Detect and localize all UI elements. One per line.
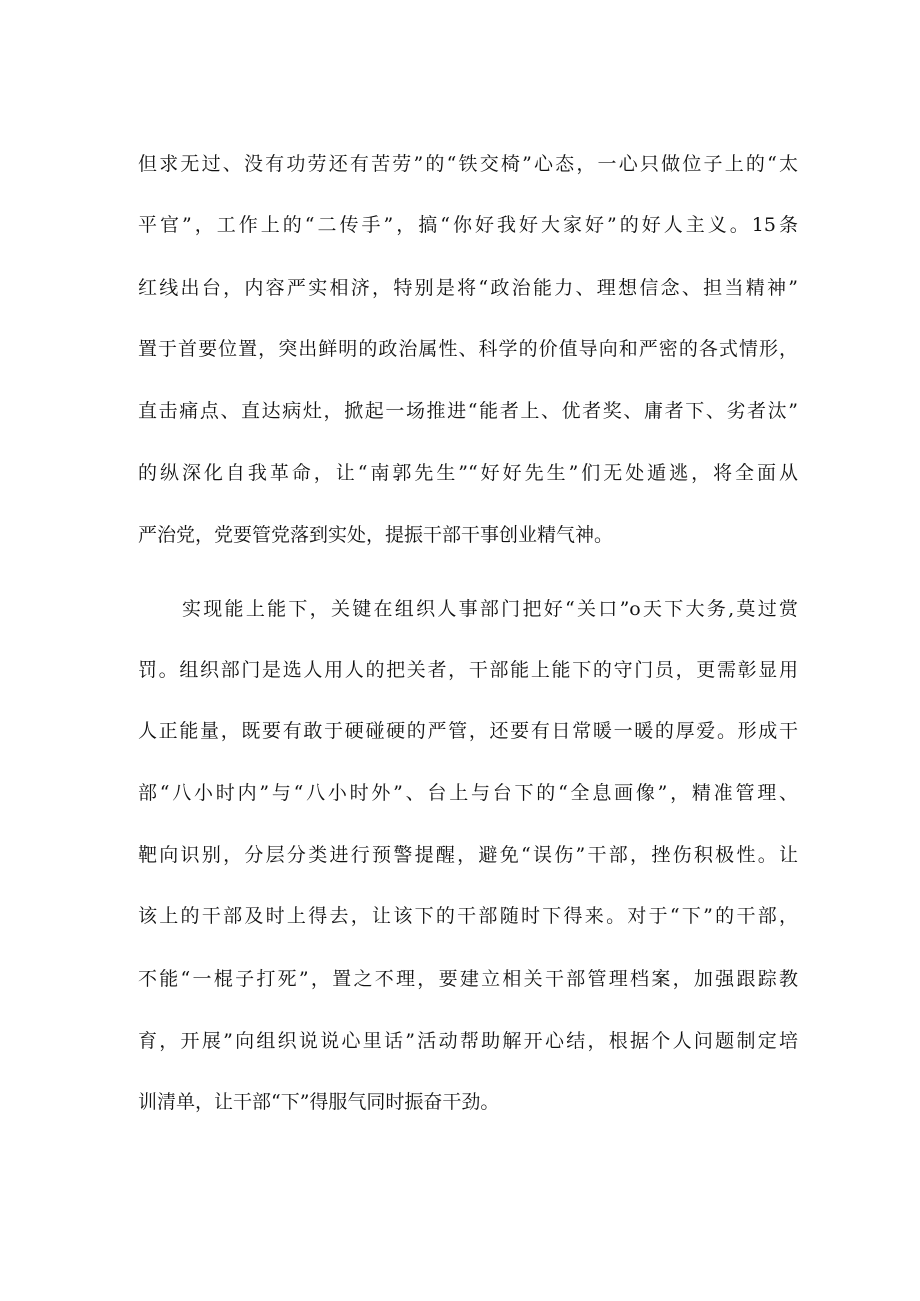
paragraph-1-line-6: 的纵深化自我革命，让“南郭先生”“好好先生”们无处遁逃，将全面从: [138, 462, 798, 484]
paragraph-1-line-4: 置于首要位置，突出鲜明的政治属性、科学的价值导向和严密的各式情形，: [138, 338, 798, 360]
paragraph-2-line-5: 靶向识别，分层分类进行预警提醒，避免“误伤”干部，挫伤积极性。让: [138, 844, 798, 866]
paragraph-2-line-3: 人正能量，既要有敢于硬碰硬的严管，还要有日常暖一暖的厚爱。形成干: [138, 720, 798, 742]
paragraph-1-line-2: 平官”，工作上的“二传手”，搞“你好我好大家好”的好人主义。15条: [138, 214, 798, 236]
paragraph-2-line-7: 不能“一棍子打死”，置之不理，要建立相关干部管理档案，加强跟踪教: [138, 968, 798, 990]
paragraph-2-line-6: 该上的干部及时上得去，让该下的干部随时下得来。对于“下”的干部，: [138, 905, 798, 927]
paragraph-2-line-2: 罚。组织部门是选人用人的把关者，干部能上能下的守门员，更需彰显用: [138, 659, 798, 681]
paragraph-1-line-5: 直击痛点、直达病灶，掀起一场推进“能者上、优者奖、庸者下、劣者汰”: [138, 400, 798, 422]
paragraph-1-line-1: 但求无过、没有功劳还有苦劳”的“铁交椅”心态，一心只做位子上的“太: [138, 153, 798, 175]
paragraph-2-line-9: 训清单，让干部“下”得服气同时振奋干劲。: [138, 1091, 500, 1113]
paragraph-1-line-7: 严治党，党要管党落到实处，提振干部干事创业精气神。: [138, 524, 614, 546]
paragraph-1-line-3: 红线出台，内容严实相济，特别是将“政治能力、理想信念、担当精神”: [138, 277, 798, 299]
paragraph-2-line-4: 部“八小时内”与“八小时外”、台上与台下的“全息画像”，精准管理、: [138, 782, 798, 804]
paragraph-2-line-8: 育，开展”向组织说说心里话”活动帮助解开心结，根据个人问题制定培: [138, 1030, 798, 1052]
paragraph-2-line-1: 实现能上能下，关键在组织人事部门把好“关口”o天下大务,莫过赏: [182, 598, 798, 620]
